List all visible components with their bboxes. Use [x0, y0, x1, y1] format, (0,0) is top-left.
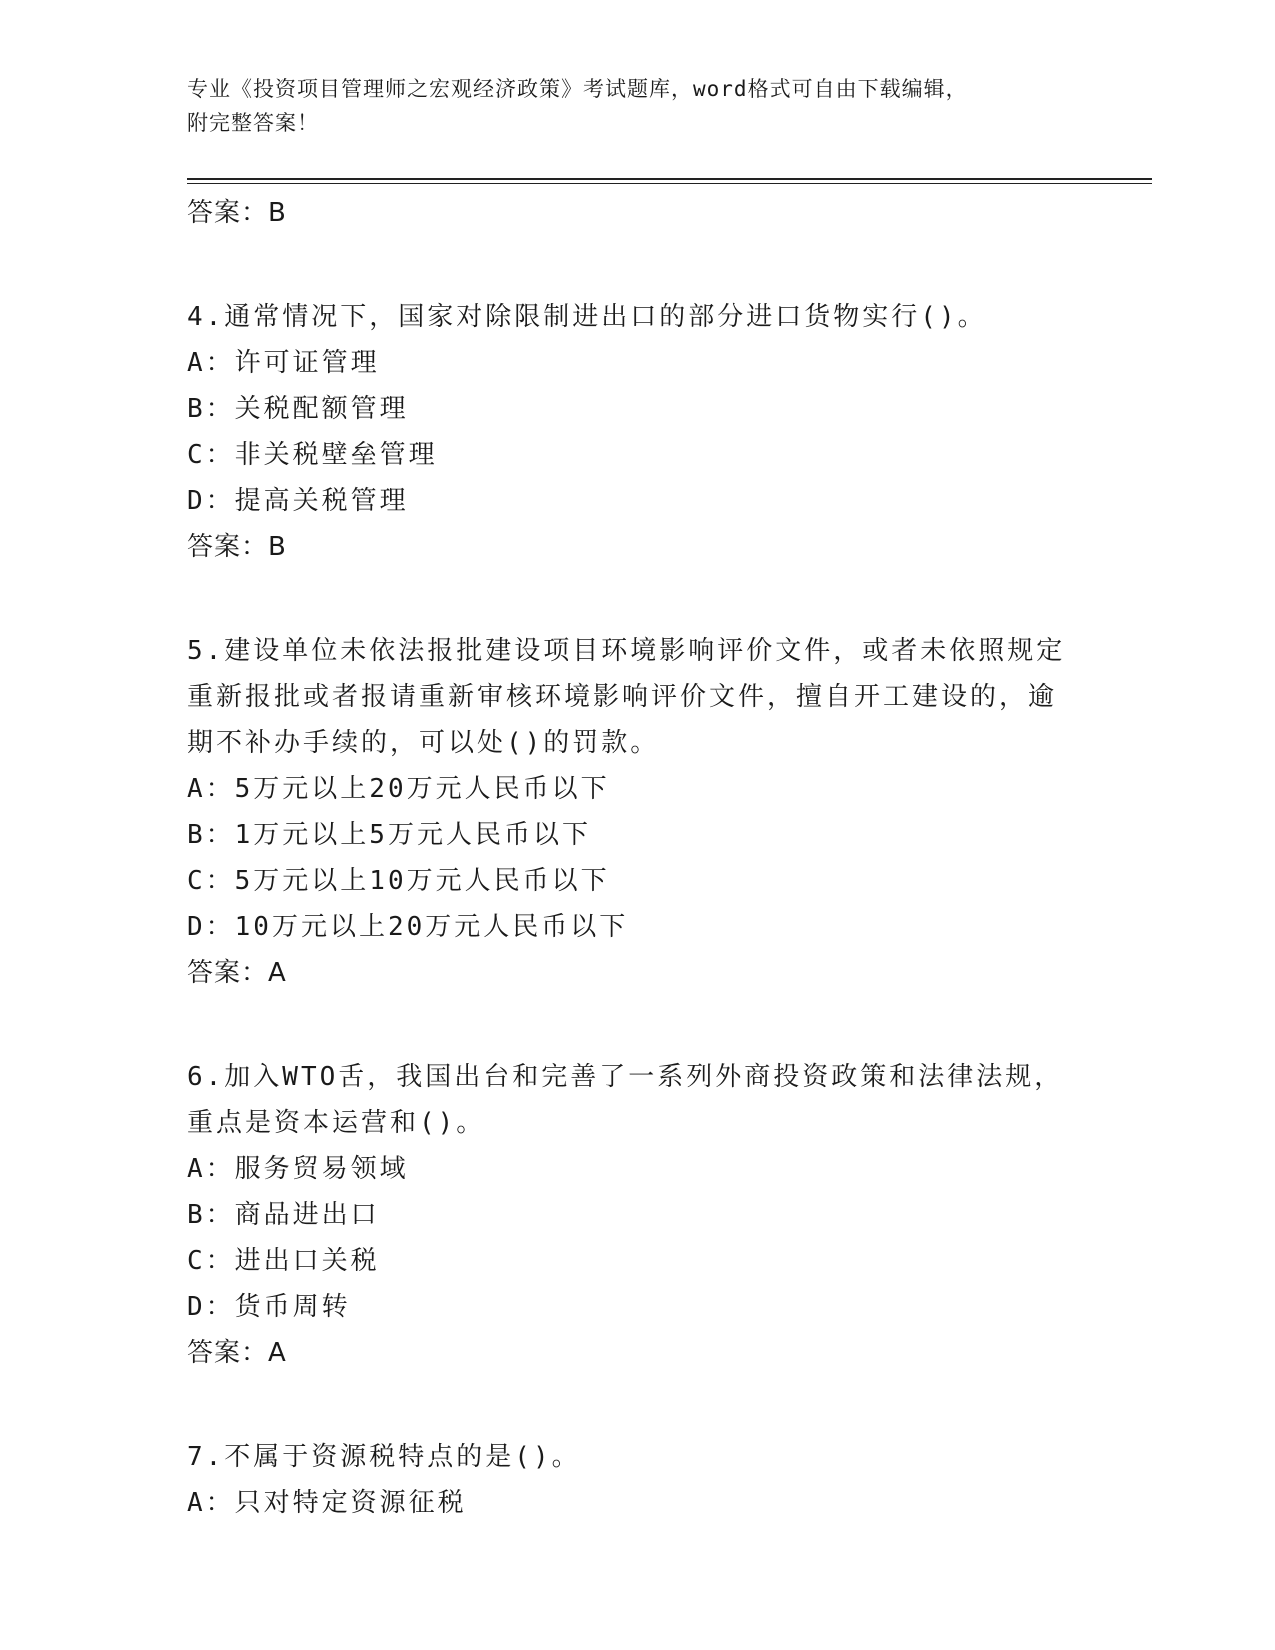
header-line-2: 附完整答案！: [187, 111, 319, 135]
option-b: B：商品进出口: [187, 1200, 380, 1230]
question-block: [187, 1054, 1067, 1376]
question-stem: [187, 1054, 1067, 1146]
option-b: B：关税配额管理: [187, 394, 409, 424]
header-line-1: 专业《投资项目管理师之宏观经济政策》考试题库，word格式可自由下载编辑，: [187, 77, 968, 101]
question-stem-line: 重点是资本运营和()。: [187, 1108, 486, 1138]
question-block: [187, 294, 1067, 570]
option-c: C：5万元以上10万元人民币以下: [187, 866, 610, 896]
option-b: B：1万元以上5万元人民币以下: [187, 820, 591, 850]
option-d: D：货币周转: [187, 1292, 351, 1322]
option-a: A：只对特定资源征税: [187, 1488, 467, 1518]
header-divider-thin: [187, 183, 1152, 184]
question-block: [187, 1434, 1067, 1526]
option-a: A：许可证管理: [187, 348, 380, 378]
question-stem-line: 5.建设单位未依法报批建设项目环境影响评价文件，或者未依照规定: [187, 636, 1066, 666]
option-a: A：5万元以上20万元人民币以下: [187, 774, 610, 804]
answer-line: 答案：A: [187, 958, 287, 988]
question-stem: [187, 1434, 1067, 1480]
document-header: [187, 72, 1067, 140]
option-c: C：非关税壁垒管理: [187, 440, 438, 470]
answer-line: 答案：B: [187, 198, 287, 228]
question-stem-line: 重新报批或者报请重新审核环境影响评价文件，擅自开工建设的，逾: [187, 682, 1058, 712]
question-block: [187, 628, 1067, 996]
option-d: D：10万元以上20万元人民币以下: [187, 912, 629, 942]
option-a: A：服务贸易领域: [187, 1154, 409, 1184]
question-stem: [187, 628, 1067, 766]
question-stem-line: 7.不属于资源税特点的是()。: [187, 1442, 581, 1472]
answer-line: 答案：B: [187, 532, 287, 562]
question-stem-line: 4.通常情况下，国家对除限制进出口的部分进口货物实行()。: [187, 302, 987, 332]
header-divider-thick: [187, 178, 1152, 180]
question-stem-line: 期不补办手续的，可以处()的罚款。: [187, 728, 660, 758]
answer-line: 答案：A: [187, 1338, 287, 1368]
question-stem: [187, 294, 1067, 340]
option-c: C：进出口关税: [187, 1246, 380, 1276]
question-list: [187, 190, 1067, 1526]
question-stem-line: 6.加入WTO舌，我国出台和完善了一系列外商投资政策和法律法规，: [187, 1062, 1064, 1092]
option-d: D：提高关税管理: [187, 486, 409, 516]
